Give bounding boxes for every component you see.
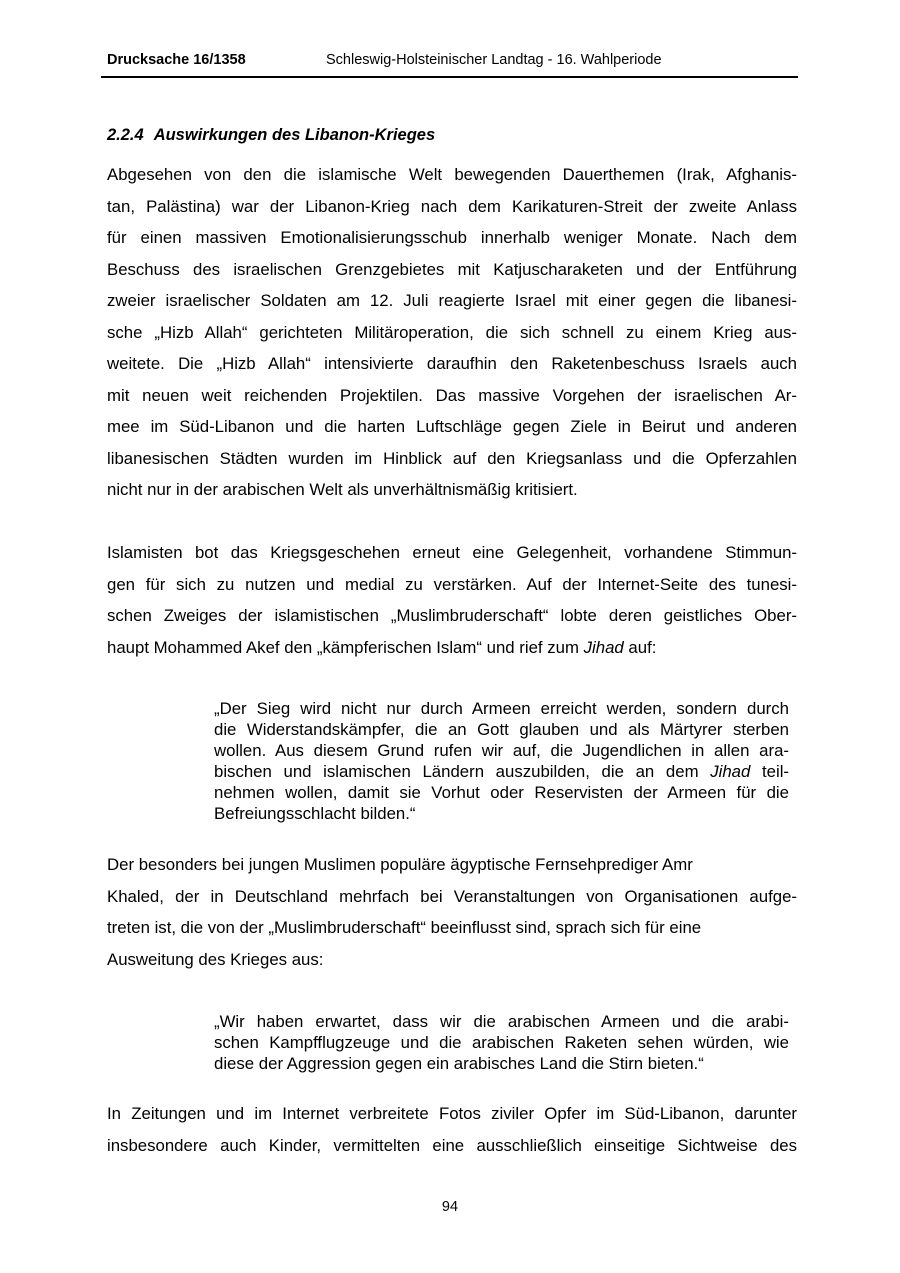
quote-line: wollen. Aus diesem Grund rufen wir auf, die Jugendlichen in allen ara- — [214, 741, 789, 760]
text-line: für einen massiven Emotionalisierungsschub innerhalb weniger Monate. Nach dem — [107, 228, 797, 247]
document-number: Drucksache 16/1358 — [107, 52, 246, 68]
text-line: tan, Palästina) war der Libanon-Krieg nach dem Karikaturen-Streit der zweite Anlass — [107, 196, 797, 216]
page-header — [101, 50, 798, 78]
text-line: sche „Hizb Allah“ gerichteten Militäroperation, die sich schnell zu einem Krieg aus- — [107, 322, 797, 342]
section-heading — [107, 126, 435, 145]
text-line: In Zeitungen und im Internet verbreitete Fotos ziviler Opfer im Süd-Libanon, darunter — [107, 1104, 797, 1123]
text-line: Khaled, der in Deutschland mehrfach bei Veranstaltungen von Organisationen aufge- — [107, 886, 797, 906]
section-number: 2.2.4 — [107, 126, 144, 144]
text-line: Abgesehen von den die islamische Welt bewegenden Dauerthemen (Irak, Afghanis- — [107, 165, 797, 184]
quote-line: nehmen wollen, damit sie Vorhut oder Reservisten der Armeen für die — [214, 783, 789, 802]
text-line: mee im Süd-Libanon und die harten Luftschläge gegen Ziele in Beirut und anderen — [107, 417, 797, 436]
section-title: Auswirkungen des Libanon-Krieges — [153, 126, 436, 144]
header-title: Schleswig-Holsteinischer Landtag - 16. Wahlperiode — [326, 52, 662, 68]
text-line: libanesischen Städten wurden im Hinblick auf den Kriegsanlass und die Opferzahlen — [107, 448, 797, 468]
text-line — [107, 632, 797, 664]
paragraph-3 — [107, 849, 797, 975]
text-line: weitete. Die „Hizb Allah“ intensivierte daraufhin den Raketenbeschuss Israels auch — [107, 354, 797, 373]
text-line: schen Zweiges der islamistischen „Muslimbruderschaft“ lobte deren geistliches Ober- — [107, 606, 797, 625]
page-number: 94 — [441, 1199, 459, 1215]
text-line: Ausweitung des Krieges aus: — [107, 949, 324, 969]
emphasis-jihad: Jihad — [583, 637, 624, 657]
text-line: nicht nur in der arabischen Welt als unverhältnismäßig kritisiert. — [107, 480, 578, 499]
text-line: Islamisten bot das Kriegsgeschehen erneut eine Gelegenheit, vorhandene Stimmun- — [107, 543, 797, 562]
paragraph-2 — [107, 537, 797, 663]
emphasis-jihad: Jihad — [710, 762, 751, 781]
text-line: mit neuen weit reichenden Projektilen. Das massive Vorgehen der israelischen Ar- — [107, 385, 797, 405]
paragraph-1 — [107, 159, 797, 506]
quote-line: diese der Aggression gegen ein arabisches Land die Stirn bieten.“ — [214, 1054, 704, 1073]
block-quote-akef — [214, 698, 789, 824]
quote-line: „Der Sieg wird nicht nur durch Armeen erreicht werden, sondern durch — [214, 699, 789, 718]
text-line: zweier israelischer Soldaten am 12. Juli reagierte Israel mit einer gegen die libanesi- — [107, 291, 797, 310]
quote-line: „Wir haben erwartet, dass wir die arabischen Armeen und die arabi- — [214, 1012, 789, 1031]
text-line: gen für sich zu nutzen und medial zu verstärken. Auf der Internet-Seite des tunesi- — [107, 574, 797, 594]
quote-line: schen Kampfflugzeuge und die arabischen Raketen sehen würden, wie — [214, 1033, 789, 1052]
text-run: auf: — [623, 637, 657, 657]
text-line: insbesondere auch Kinder, vermittelten eine ausschließlich einseitige Sichtweise des — [107, 1135, 797, 1155]
text-run: teil- — [750, 762, 790, 781]
paragraph-4 — [107, 1098, 797, 1161]
text-run: bischen und islamischen Ländern auszubilden, die an dem — [214, 762, 711, 781]
quote-line: Befreiungsschlacht bilden.“ — [214, 804, 416, 823]
quote-line — [214, 761, 789, 782]
block-quote-khaled — [214, 1011, 789, 1074]
quote-line: die Widerstandskämpfer, die an Gott glauben und als Märtyrer sterben — [214, 720, 789, 739]
text-line: treten ist, die von der „Muslimbruderschaft“ beeinflusst sind, sprach sich für eine — [107, 918, 702, 937]
text-line: Beschuss des israelischen Grenzgebietes mit Katjuscharaketen und der Entführung — [107, 259, 797, 279]
text-line: Der besonders bei jungen Muslimen populäre ägyptische Fernsehprediger Amr — [107, 855, 693, 874]
text-run: haupt Mohammed Akef den „kämpferischen Islam“ und rief zum — [107, 637, 584, 657]
